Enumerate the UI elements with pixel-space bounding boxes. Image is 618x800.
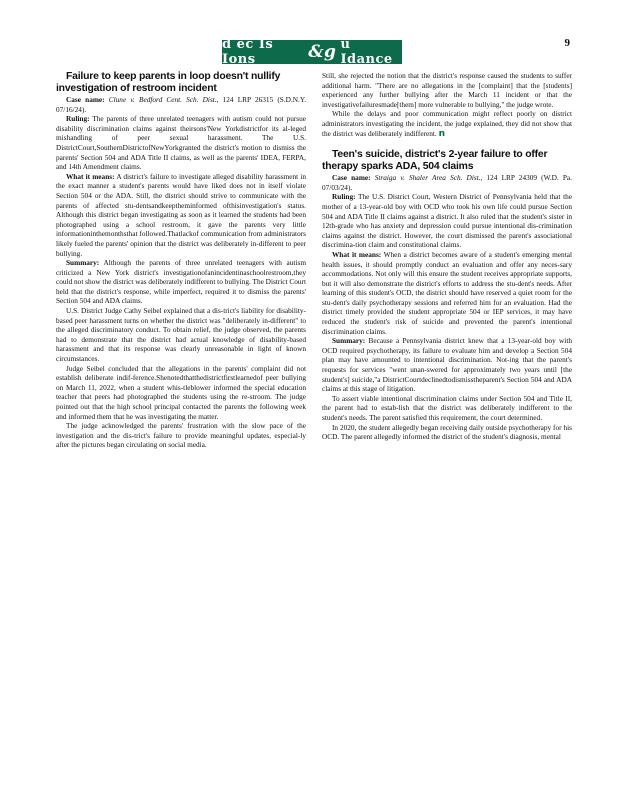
end-of-article-icon: n	[438, 128, 446, 139]
article2-paragraph: To assert viable intentional discrimination claims under Section 504 and Title II, the parent had to estab-lish that the district was deliberately indifferent to the student's needs. The parent satisfied this requirement, the court determined.	[322, 393, 572, 422]
ruling-text: The parents of three unrelated teenagers with autism could not pursue disability discrimination claims against theirsons'New Yorkdistrictfor its al-leged mishandling of peer sexual harassment. The U.S. DistrictCourt,SouthernDistrictofNewYorkgranted the district's motion to dismiss the parents' Section 504 and ADA Title II claims, as well as the parents' IDEA, FERPA, and 14th Amendment claims.	[56, 114, 306, 172]
article1-paragraph: U.S. District Judge Cathy Seibel explained that a dis-trict's liability for disability-based peer harassment turns on whether the district was "deliberately in-different" to the alleged discriminatory conduct. To obtain relief, the judge observed, the parents had to demonstrate that the district had actual knowledge of disability-based harassment and that its response was clearly unreasonable in light of known circumstances.	[56, 306, 306, 364]
section-banner	[222, 37, 402, 67]
right-column	[322, 71, 572, 442]
left-column	[56, 71, 306, 450]
article1-paragraph-end	[322, 109, 572, 139]
page-number: 9	[564, 37, 570, 49]
what-it-means-label: What it means:	[66, 171, 115, 181]
article1-ruling	[56, 114, 306, 172]
summary-text: Because a Pennsylvania district knew that a 13-year-old boy with OCD required psychotherapy, its failure to evaluate him and develop a Section 504 plan may have amounted to intentional discrimination. Not-ing that the parent's requests for services "went unan-swered for approximately two years until [the student's] suicide,"a DistrictCourtdeclinedtodismisstheparent's Section 504 and ADA claims at this stage of litigation.	[322, 336, 573, 394]
article1-paragraph: The judge acknowledged the parents' frustration with the slow pace of the investigation and the dis-trict's failure to provide meaningful updates, especial-ly after the pictures began circulating on social media.	[56, 421, 306, 450]
banner-ampersand: &g	[308, 42, 337, 62]
banner-text-decisions: d ec Is Ions	[222, 37, 274, 67]
article2-means	[322, 250, 572, 336]
ruling-label: Ruling:	[332, 192, 356, 202]
article1-headline: Failure to keep parents in loop doesn't nullify investigation of restroom incident	[56, 71, 281, 94]
case-name: Clune v. Bedford Cent. Sch. Dist.	[108, 95, 217, 104]
article2-paragraph: In 2020, the student allegedly began receiving daily outside psychotherapy for his OCD. The parent allegedly informed the district of the student's diagnosis, mental	[322, 422, 572, 442]
summary-label: Summary:	[66, 258, 100, 268]
case-name-label: Case name:	[66, 95, 105, 104]
ruling-text: The U.S. District Court, Western District of Pennsylvania held that the mother of a 13-year-old boy with OCD who took his own life could pursue Section 504 and ADA Title II claims against a district. It also ruled that the student's sister in 12th-grade who has anxiety and depression could pursue intentional dis-crimination claims against the district. However, the court dismissed the parent's associational discrimina-tion claim and constitutional claims.	[322, 192, 572, 250]
summary-label: Summary:	[332, 336, 366, 346]
article2-case	[322, 173, 572, 192]
article2-summary	[322, 336, 572, 394]
what-it-means-text: When a district becomes aware of a student's emerging mental health issues, it should promptly conduct an evaluation and offer any neces-sary accommodations. Not only will this ensure the student receives appropriate supports, but it will also demonstrate the district's efforts to address the stu-dent's needs. After learning of this student's OCD, the district should have reserved a quiet room for the stu-dent's daily psychotherapy sessions and referred him for an evaluation. Had the district timely provided the student appropriate 504 or IEP services, it may have reduced the student's risk of suicide and prevented the parent's intentional discrimination claims.	[322, 249, 572, 336]
ruling-label: Ruling:	[66, 114, 90, 124]
what-it-means-label: What it means:	[332, 249, 382, 259]
case-citation: , 124 LRP 26315 (S.D.N.Y. 07/16/24).	[56, 95, 307, 114]
article1-means	[56, 172, 306, 258]
article1-case	[56, 95, 306, 114]
case-name-label: Case name:	[332, 173, 371, 183]
case-citation: , 124 LRP 24309 (W.D. Pa. 07/03/24).	[322, 173, 572, 192]
article2-headline: Teen's suicide, district's 2-year failure to offer therapy sparks ADA, 504 claims	[322, 149, 548, 173]
case-name: Straiga v. Shaler Area Sch. Dist.	[374, 173, 481, 183]
article1-closing-text: While the delays and poor communication might reflect poorly on district administrators investigating the incident, the judge explained, they did not show that the district was deliberately indifferent.	[322, 109, 572, 138]
article1-paragraph: Judge Seibel concluded that the allegations in the parents' complaint did not establish deliberate indif-ference.Shenotedthatthedistrictfirstlearnedof peer bullying on March 11, 2022, when a student whis-tleblower informed the special education teacher that peers had photographed the students using the re-stroom. The judge pointed out that the high school principal contacted the parents the following week and informed them that he was investigating the matter.	[56, 363, 306, 421]
summary-text: Although the parents of three unrelated teenagers with autism criticized a New York district's investigationofanincidentinaschoolrestroom,they could not show the district was deliberately indifferent to bullying. The District Court held that the district's response, while imperfect, required it to dismiss the parents' Section 504 and ADA claims.	[56, 258, 307, 306]
article2-ruling	[322, 192, 572, 250]
article1-paragraph: Still, she rejected the notion that the district's response caused the students to suffer additional harm. "There are no allegations in the [complaint] that the [students] experienced any further bullying after the March 11 incident or that the investigativefailuresmade[them] more vulnerable to bullying," the judge wrote.	[322, 71, 572, 109]
what-it-means-text: A district's failure to investigate alleged disability harassment in the exact manner a student's parents would have liked does not in itself violate Section 504 or the ADA. Still, the district should strive to communicate with the parents of affected stu-dentsandkeeptheminformed ofthisinvestigation's status. Although this district began investigating as soon as it learned the students had been photographed using a school restroom, it gave the parents very little informationinthemonthsthat followed.Thatlackof communication from administrators likely fueled the parents' opinion that the district was deliberately in-different to peer bullying.	[56, 171, 307, 258]
banner-text-guidance: u Idance	[340, 37, 393, 67]
article1-summary	[56, 258, 306, 306]
